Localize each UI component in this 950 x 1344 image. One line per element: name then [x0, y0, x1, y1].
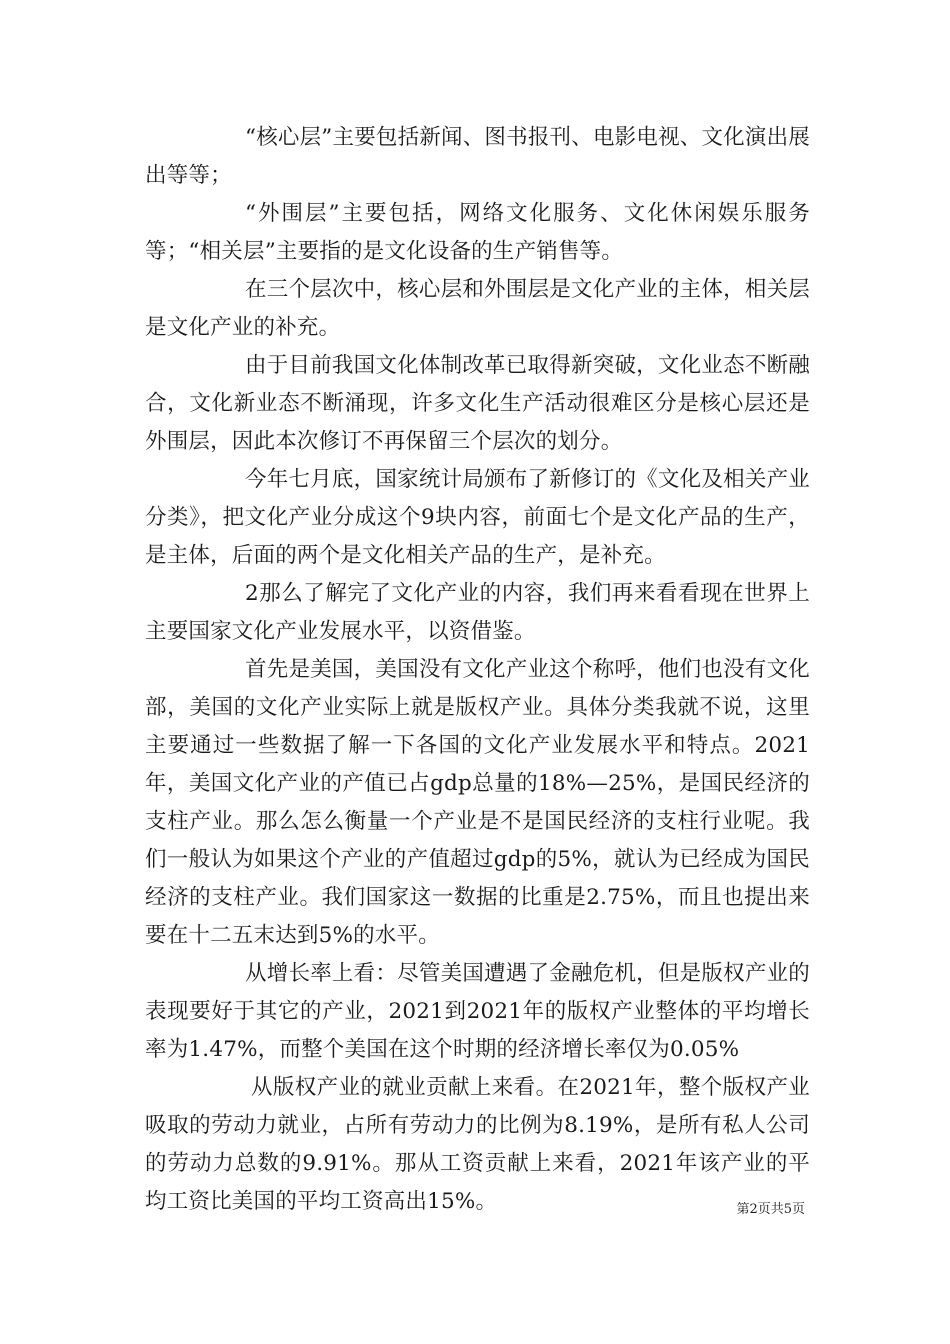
paragraph-classification: 今年七月底，国家统计局颁布了新修订的《文化及相关产业分类》，把文化产业分成这个9块内容，前面七个是文化产品的生产，是主体，后面的两个是文化相关产品的生产，是补充。: [145, 467, 810, 568]
paragraph-usa: 首先是美国，美国没有文化产业这个称呼，他们也没有文化部，美国的文化产业实际上就是版权产业。具体分类我就不说，这里主要通过一些数据了解一下各国的文化产业发展水平和特点。2021年，美国文化产业的产值已占gdp总量的18%—25%，是国民经济的支柱产业。那么怎么衡量一个产业是不是国民经济的支柱行业呢。我们一般认为如果这个产业的产值超过gdp的5%，就认为已经成为国民经济的支柱产业。我们国家这一数据的比重是2.75%，而且也提出来要在十二五末达到5%的水平。: [145, 657, 810, 948]
paragraph-reform: 由于目前我国文化体制改革已取得新突破，文化业态不断融合，文化新业态不断涌现，许多文化生产活动很难区分是核心层还是外围层，因此本次修订不再保留三个层次的划分。: [145, 353, 810, 454]
paragraph-world-level: 2那么了解完了文化产业的内容，我们再来看看现在世界上主要国家文化产业发展水平，以资借鉴。: [145, 581, 810, 644]
document-body: [145, 119, 810, 1221]
page-number-footer: 第2页共5页: [736, 1202, 805, 1217]
paragraph-employment: 从版权产业的就业贡献上来看。在2021年，整个版权产业吸取的劳动力就业，占所有劳动力的比例为8.19%，是所有私人公司的劳动力总数的9.91%。那从工资贡献上来看，2021年该产业的平均工资比美国的平均工资高出15%。: [145, 1075, 810, 1214]
paragraph-core-layer: “核心层”主要包括新闻、图书报刊、电影电视、文化演出展出等等；: [145, 125, 810, 188]
paragraph-outer-layer: “外围层”主要包括，网络文化服务、文化休闲娱乐服务等；“相关层”主要指的是文化设备的生产销售等。: [145, 201, 810, 264]
paragraph-growth-rate: 从增长率上看：尽管美国遭遇了金融危机，但是版权产业的表现要好于其它的产业，2021到2021年的版权产业整体的平均增长率为1.47%，而整个美国在这个时期的经济增长率仅为0.05%: [145, 961, 810, 1062]
paragraph-three-levels: 在三个层次中，核心层和外围层是文化产业的主体，相关层是文化产业的补充。: [145, 277, 810, 340]
